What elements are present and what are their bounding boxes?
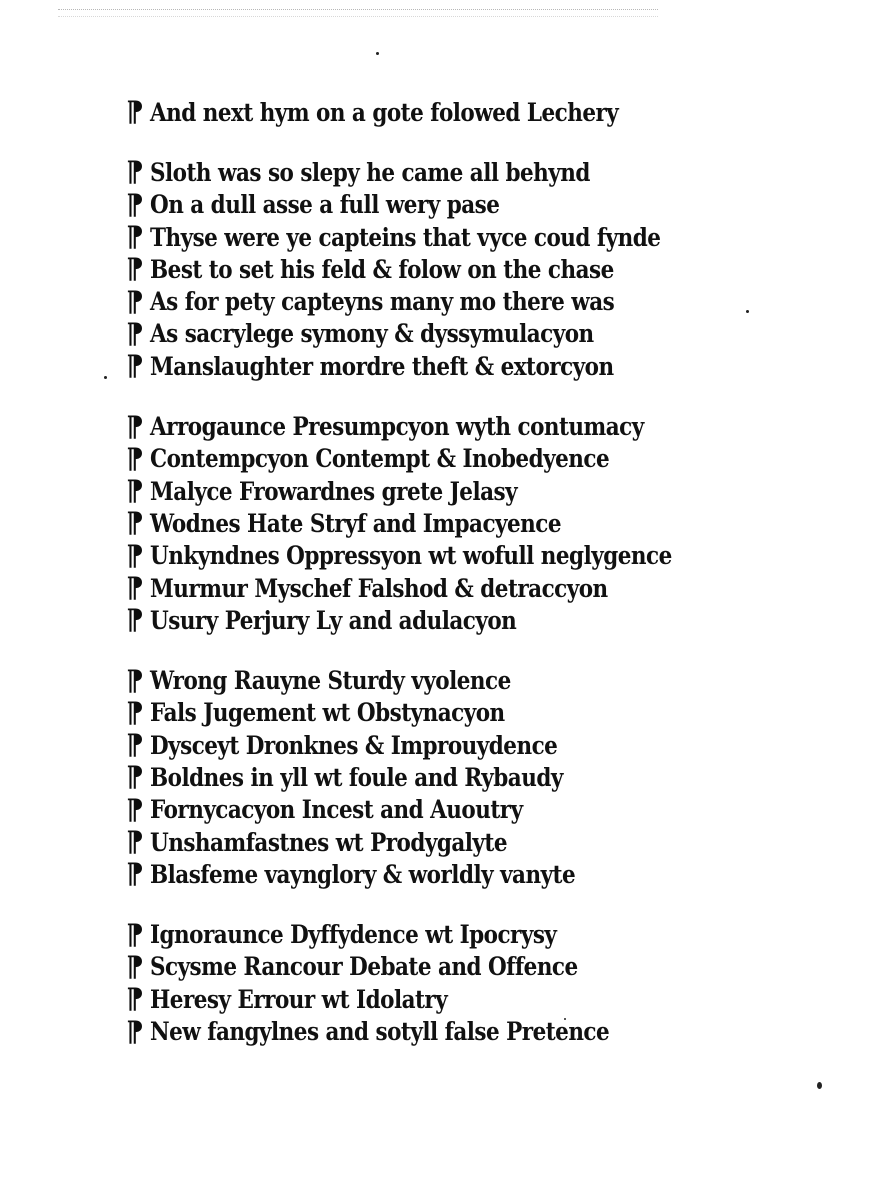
verse-line [118,253,838,285]
stanza [118,919,838,1048]
verse-line [118,951,838,983]
verse-line [118,761,838,793]
scan-speck [376,52,379,55]
verse-text: Manslaughter mordre theft & extorcyon [150,351,614,381]
verse-text: Contempcyon Contempt & Inobedyence [150,444,610,474]
verse-text: Heresy Errour wt Idolatry [150,984,448,1014]
pilcrow-icon: ¶ [126,792,144,826]
verse-line [118,572,838,604]
verse-text: On a dull asse a full wery pase [150,190,500,220]
verse-text: Fornycacyon Incest and Auoutry [150,795,523,825]
verse-text: Wrong Rauyne Sturdy vyolence [150,666,511,696]
pilcrow-icon: ¶ [126,982,144,1016]
verse-text: Thyse were ye capteins that vyce coud fynde [150,222,661,252]
pilcrow-icon: ¶ [126,571,144,604]
pilcrow-icon: ¶ [126,538,144,572]
verse-line [118,475,838,507]
verse-text: Fals Jugement wt Obstynacyon [150,698,505,728]
verse-line [118,664,838,696]
verse-text: As for pety capteyns many mo there was [150,287,615,317]
verse-line [118,858,838,890]
pilcrow-icon: ¶ [126,474,144,508]
pilcrow-icon: ¶ [126,949,144,983]
verse-text: Malyce Frowardnes grete Jelasy [150,476,518,506]
verse-line [118,189,838,221]
verse-line [118,507,838,539]
pilcrow-icon: ¶ [126,825,144,859]
pilcrow-icon: ¶ [126,760,144,794]
pilcrow-icon: ¶ [126,220,144,254]
pilcrow-icon: ¶ [126,316,144,350]
stanza [118,156,838,382]
verse-text: Usury Perjury Ly and adulacyon [150,605,517,635]
pilcrow-icon: ¶ [126,187,144,221]
verse-line [118,221,838,253]
verse-line [118,285,838,317]
verse-text: Boldnes in yll wt foule and Rybaudy [150,762,563,792]
pilcrow-icon: ¶ [126,603,144,637]
pilcrow-icon: ¶ [126,857,144,891]
verse-text: As sacrylege symony & dyssymulacyon [150,319,594,349]
verse-line [118,96,838,128]
verse-text: And next hym on a gote folowed Lechery [150,97,619,127]
pilcrow-icon: ¶ [126,95,144,129]
verse-text: Ignoraunce Dyffydence wt Ipocrysy [150,920,557,950]
verse-text: Dysceyt Dronknes & Improuydence [150,730,558,760]
verse-line [118,794,838,826]
pilcrow-icon: ¶ [126,663,144,697]
verse-line [118,350,838,382]
verse-text: Scysme Rancour Debate and Offence [150,952,578,982]
verse-line [118,826,838,858]
pilcrow-icon: ¶ [126,917,144,951]
pilcrow-icon: ¶ [126,155,144,189]
verse-line [118,443,838,475]
verse-line [118,919,838,951]
verse-line [118,983,838,1015]
verse-text: Unshamfastnes wt Prodygalyte [150,827,507,857]
pilcrow-icon: ¶ [126,441,144,475]
pilcrow-icon: ¶ [126,1014,144,1048]
verse-line [118,410,838,442]
scan-speck [817,1082,822,1089]
scan-noise-edge [58,9,658,17]
pilcrow-icon: ¶ [126,349,144,383]
verse-line [118,318,838,350]
stanza [118,410,838,636]
verse-text: Unkyndnes Oppressyon wt wofull neglygence [150,541,672,571]
verse-line [118,156,838,188]
pilcrow-icon: ¶ [126,506,144,540]
verse-line [118,729,838,761]
scan-speck [104,376,107,379]
verse-text: Murmur Myschef Falshod & detraccyon [150,573,608,603]
pilcrow-icon: ¶ [126,284,144,318]
verse-line [118,540,838,572]
verse-line [118,1015,838,1047]
pilcrow-icon: ¶ [126,252,144,286]
pilcrow-icon: ¶ [126,409,144,443]
verse-text: Blasfeme vaynglory & worldly vanyte [150,859,576,889]
pilcrow-icon: ¶ [126,728,144,762]
verse-line [118,697,838,729]
verse-text: Sloth was so slepy he came all behynd [150,157,590,187]
verse-line [118,604,838,636]
verse-text: New fangylnes and sotyll false Pretence [150,1017,610,1047]
stanza [118,664,838,890]
pilcrow-icon: ¶ [126,695,144,729]
poem-text [118,96,838,1076]
stanza [118,96,838,128]
verse-text: Best to set his feld & folow on the chase [150,254,614,284]
verse-text: Arrogaunce Presumpcyon wyth contumacy [150,412,644,442]
verse-text: Wodnes Hate Stryf and Impacyence [150,508,562,538]
